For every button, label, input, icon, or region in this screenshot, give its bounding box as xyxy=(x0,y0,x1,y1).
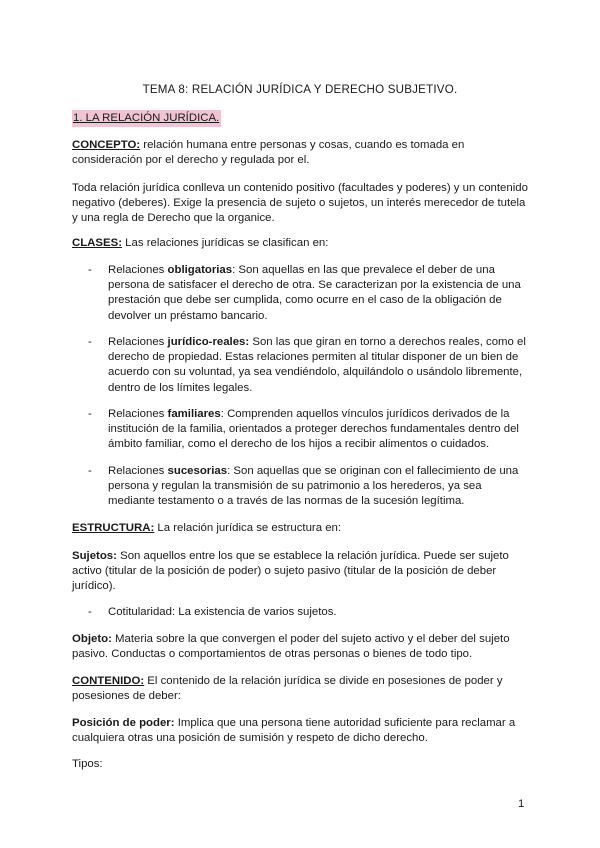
estructura-text: La relación jurídica se estructura en: xyxy=(154,522,342,534)
list-item-text: : Comprenden aquellos vínculos jurídicos derivados de la institución de la familia, orientados a proteger derechos fundamentales dentro del ámbito familiar, como el derecho de los hijos a recibir alimentos o cuidados. xyxy=(108,408,519,451)
list-bullet: - xyxy=(88,264,92,276)
page-number: 1 xyxy=(518,798,525,810)
posicion-poder-label: Posición de poder: xyxy=(72,717,175,729)
list-bullet: - xyxy=(88,408,92,420)
posicion-poder-paragraph xyxy=(72,716,528,746)
list-bullet: - xyxy=(88,606,92,618)
contenido-label: CONTENIDO: xyxy=(72,675,145,687)
sujetos-text: Son aquellos entre los que se establece la relación jurídica. Puede ser sujeto activo (titular de la posición de poder) o sujeto pasivo (titular de la posición de deber jurídico). xyxy=(72,550,509,593)
list-item-obligatorias xyxy=(108,263,528,324)
contenido-paragraph xyxy=(72,674,528,704)
list-bullet: - xyxy=(88,336,92,348)
concepto-label: CONCEPTO: xyxy=(72,139,141,151)
clases-label: CLASES: xyxy=(72,237,122,249)
objeto-paragraph xyxy=(72,632,528,662)
sujetos-label: Sujetos: xyxy=(72,550,117,562)
document-title: TEMA 8: RELACIÓN JURÍDICA Y DERECHO SUBJETIVO. xyxy=(142,83,458,96)
list-item-prefix: Relaciones xyxy=(108,408,168,420)
list-item-text: : Son aquellas que se originan con el fallecimiento de una persona y regulan la transmisión de su patrimonio a los herederos, ya sea mediante testamento o a través de las normas de la sucesión legítima. xyxy=(108,465,519,508)
clases-text: Las relaciones jurídicas se clasifican en: xyxy=(122,237,329,249)
list-item-prefix: Relaciones xyxy=(108,336,168,348)
list-item-term: sucesorias xyxy=(167,465,228,477)
list-item-text: Son las que giran en torno a derechos reales, como el derecho de propiedad. Estas relaciones permiten al titular disponer de un bien de acuerdo con su voluntad, ya sea vendiéndolo, alquilándolo o usándolo libremente, dentro de los límites legales. xyxy=(108,336,526,394)
posicion-poder-text: Implica que una persona tiene autoridad suficiente para reclamar a cualquiera otras una posición de sumisión y respeto de dicho derecho. xyxy=(72,717,516,745)
list-item-prefix: Relaciones xyxy=(108,465,168,477)
list-item-prefix: Relaciones xyxy=(108,264,168,276)
list-item-cotitularidad: Cotitularidad: La existencia de varios sujetos. xyxy=(108,606,337,618)
concepto-paragraph xyxy=(72,138,528,168)
objeto-label: Objeto: xyxy=(72,633,112,645)
relacion-paragraph: Toda relación jurídica conlleva un contenido positivo (facultades y poderes) y un contenido negativo (deberes). Exige la presencia de sujeto o sujetos, un interés merecedor de tutela y una regla de Derecho que la organice. xyxy=(72,182,528,225)
tipos-paragraph: Tipos: xyxy=(72,758,103,770)
list-item-term: obligatorias xyxy=(167,264,233,276)
contenido-text: El contenido de la relación jurídica se divide en posesiones de poder y posesiones de deber: xyxy=(72,675,503,703)
section-heading-relacion-juridica: 1. LA RELACIÓN JURÍDICA. xyxy=(72,110,221,127)
concepto-text: relación humana entre personas y cosas, cuando es tomada en consideración por el derecho y regulada por el. xyxy=(72,139,465,167)
estructura-paragraph xyxy=(72,521,528,536)
list-bullet: - xyxy=(88,465,92,477)
list-item-familiares xyxy=(108,407,528,453)
list-item-text: : Son aquellas en las que prevalece el deber de una persona de satisfacer el derecho de otra. Se caracterizan por la existencia de una prestación que debe ser cumplida, como ocurre en el caso de la obligación de devolver un préstamo bancario. xyxy=(108,264,521,322)
clases-paragraph xyxy=(72,236,528,251)
objeto-text: Materia sobre la que convergen el poder del sujeto activo y el deber del sujeto pasivo. Conductas o comportamientos de otras personas o bienes de todo tipo. xyxy=(72,633,510,661)
list-item-term: jurídico-reales: xyxy=(167,336,250,348)
list-item-sucesorias xyxy=(108,464,528,510)
estructura-label: ESTRUCTURA: xyxy=(72,522,155,534)
list-item-juridico-reales xyxy=(108,335,528,396)
list-item-term: familiares xyxy=(167,408,221,420)
sujetos-paragraph xyxy=(72,549,528,595)
